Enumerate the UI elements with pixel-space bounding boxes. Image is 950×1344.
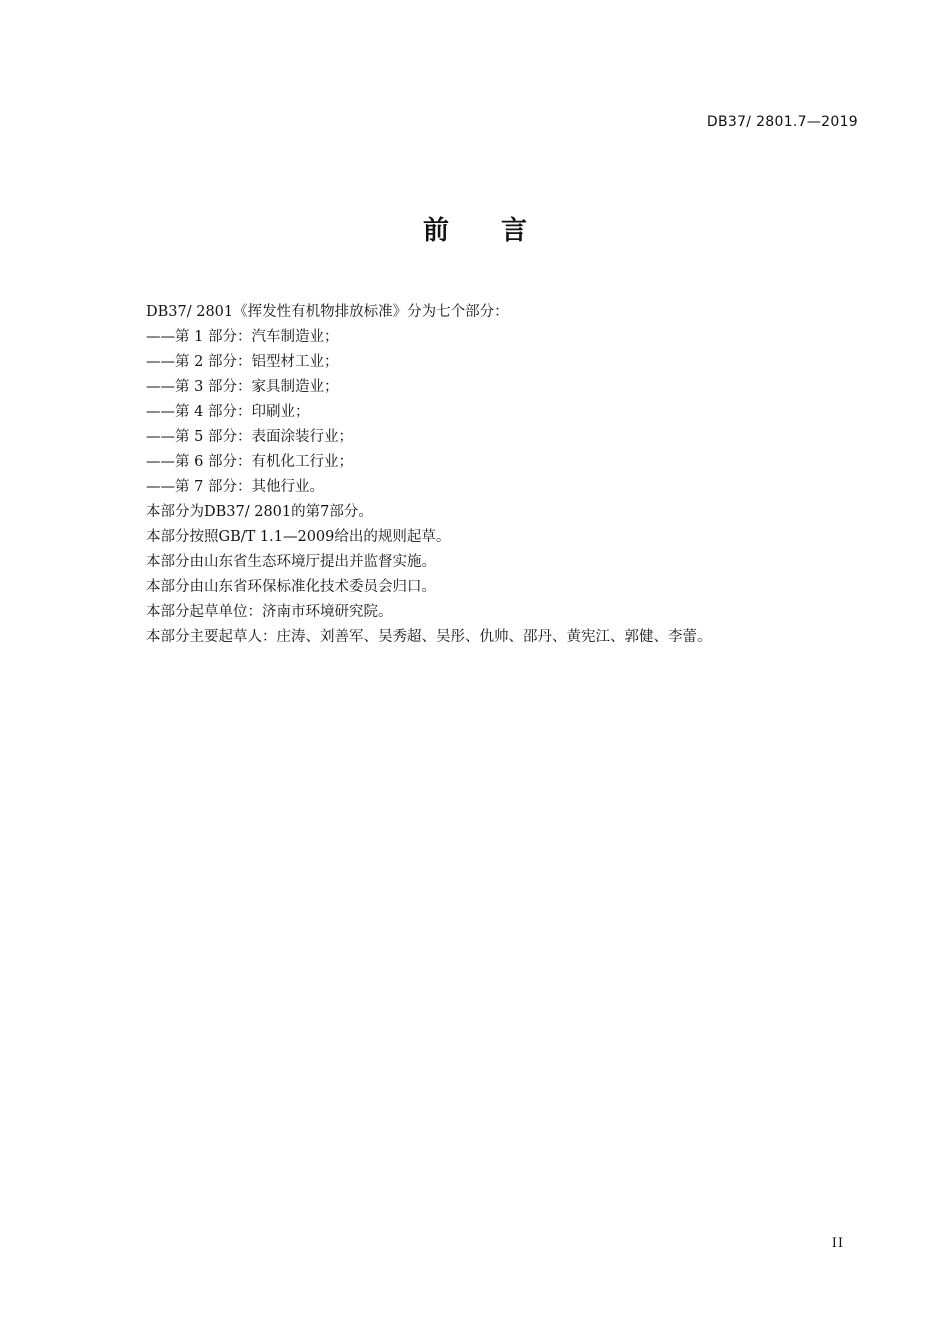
list-item-part-4: ——第 4 部分：印刷业； — [146, 404, 310, 420]
list-item-part-5: ——第 5 部分：表面涂装行业； — [146, 429, 353, 445]
title-char-2: 言 — [501, 216, 528, 246]
text-line-proposer: 本部分由山东省生态环境厅提出并监督实施。 — [146, 554, 436, 570]
text-line-part-statement: 本部分为DB37/ 2801的第7部分。 — [146, 504, 373, 520]
list-item-part-6: ——第 6 部分：有机化工行业； — [146, 454, 353, 470]
text-line-drafters: 本部分主要起草人：庄涛、刘善军、吴秀超、吴彤、仇帅、邵丹、黄宪江、郭健、李蕾。 — [146, 629, 712, 645]
list-item-part-7: ——第 7 部分：其他行业。 — [146, 479, 324, 495]
list-item-part-3: ——第 3 部分：家具制造业； — [146, 379, 339, 395]
page-number: II — [831, 1236, 844, 1251]
list-item-part-1: ——第 1 部分：汽车制造业； — [146, 329, 339, 345]
foreword-body — [146, 300, 866, 650]
list-item-part-2: ——第 2 部分：铝型材工业； — [146, 354, 339, 370]
text-line-drafting-unit: 本部分起草单位：济南市环境研究院。 — [146, 604, 393, 620]
text-line-intro: DB37/ 2801《挥发性有机物排放标准》分为七个部分： — [146, 304, 509, 320]
title-char-1: 前 — [423, 216, 450, 246]
document-code: DB37/ 2801.7—2019 — [706, 114, 858, 130]
page-title — [0, 210, 950, 247]
text-line-drafting-rules: 本部分按照GB/T 1.1—2009给出的规则起草。 — [146, 529, 451, 545]
text-line-committee: 本部分由山东省环保标准化技术委员会归口。 — [146, 579, 436, 595]
